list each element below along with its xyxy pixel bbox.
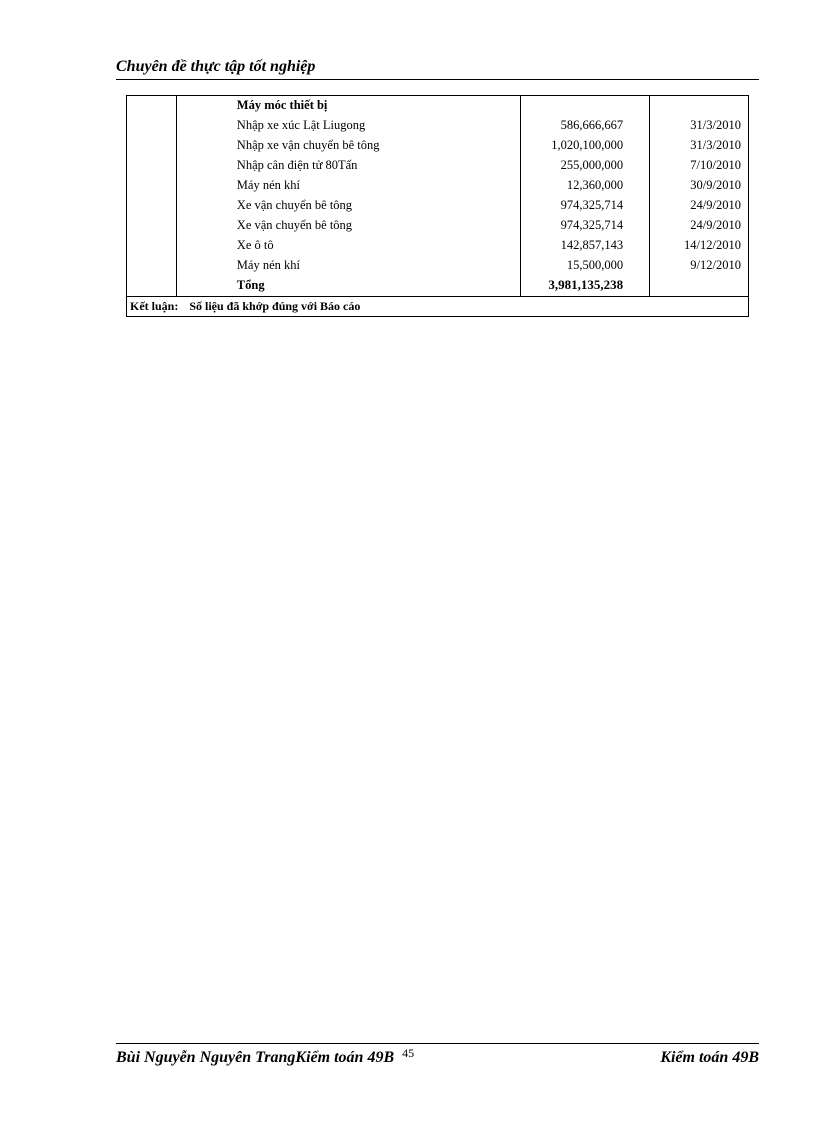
row-amount: 586,666,667: [560, 118, 624, 132]
row-amount: 974,325,714: [560, 218, 624, 232]
table-body-row: [127, 96, 749, 297]
empty-column-cell: [127, 96, 177, 297]
row-description: Xe vận chuyển bê tông: [236, 198, 353, 212]
page-number: 45: [402, 1046, 415, 1060]
row-date: 24/9/2010: [690, 218, 741, 232]
row-amount: 142,857,143: [560, 238, 624, 252]
page-footer: [116, 1043, 759, 1070]
row-date: 31/3/2010: [690, 138, 741, 152]
conclusion-row: [127, 297, 749, 317]
row-date: 9/12/2010: [690, 258, 741, 272]
total-amount: 3,981,135,238: [548, 277, 624, 292]
description-column: [176, 96, 520, 297]
row-amount: 255,000,000: [560, 158, 624, 172]
row-description: Máy nén khí: [236, 178, 300, 192]
row-description: Nhập xe xúc Lật Liugong: [236, 118, 366, 132]
row-description: Nhập cân điện tử 80Tấn: [236, 158, 358, 172]
total-label: Tổng: [236, 278, 265, 292]
section-amount-blank: [521, 96, 649, 116]
page-header: [116, 57, 759, 80]
conclusion-text: Số liệu đã khớp đúng với Báo cáo: [189, 299, 361, 313]
row-amount: 12,360,000: [566, 178, 624, 192]
section-date-blank: [650, 96, 748, 116]
conclusion-label: Kết luận:: [130, 299, 179, 313]
row-date: 30/9/2010: [690, 178, 741, 192]
page-title: Chuyên đề thực tập tốt nghiệp: [116, 58, 316, 75]
section-title: Máy móc thiết bị: [236, 98, 328, 112]
conclusion-cell: [127, 297, 749, 317]
row-amount: 974,325,714: [560, 198, 624, 212]
row-date: 31/3/2010: [690, 118, 741, 132]
footer-class: Kiểm toán 49B: [660, 1049, 759, 1066]
row-description: Xe vận chuyển bê tông: [236, 218, 353, 232]
footer-author-text: Bùi Nguyễn Nguyên TrangKiểm toán 49B: [116, 1049, 395, 1066]
row-amount: 1,020,100,000: [551, 138, 624, 152]
row-date: 14/12/2010: [684, 238, 741, 252]
row-date: 7/10/2010: [690, 158, 741, 172]
date-column: [650, 96, 749, 297]
row-description: Nhập xe vận chuyển bê tông: [236, 138, 380, 152]
row-description: Xe ô tô: [236, 238, 274, 252]
footer-author: [116, 1046, 415, 1067]
row-description: Máy nén khí: [236, 258, 300, 272]
row-amount: 15,500,000: [566, 258, 624, 272]
asset-table: [126, 95, 749, 317]
row-date: 24/9/2010: [690, 198, 741, 212]
amount-column: [521, 96, 650, 297]
total-date-blank: [650, 276, 748, 296]
